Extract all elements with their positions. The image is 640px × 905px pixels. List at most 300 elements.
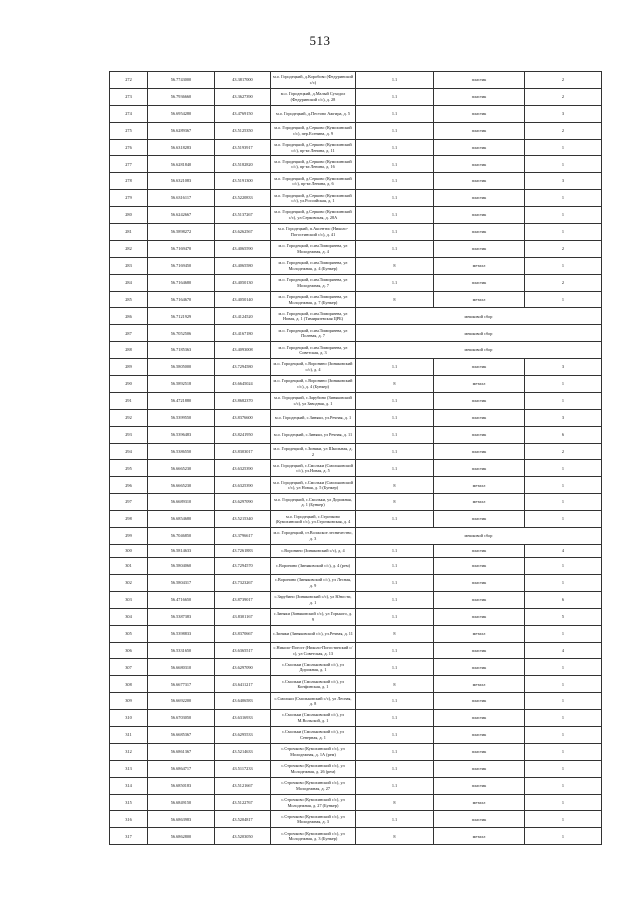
latitude-cell: 56.7052506 xyxy=(148,325,215,342)
row-number-cell: 306 xyxy=(110,642,148,659)
row-number-cell: 287 xyxy=(110,325,148,342)
container-quantity-cell: 1 xyxy=(525,257,602,274)
row-number-cell: 311 xyxy=(110,727,148,744)
collection-type-cell: мешковой сбор xyxy=(356,528,602,545)
latitude-cell: 56.6854680 xyxy=(148,511,215,528)
address-cell: м.о. Городецкий, д.Серково (Кумохинский с/с), пр-кт.Ленина, д. 6 xyxy=(271,173,356,190)
address-cell: м.о. Городецкий, с.Зиняки, ул.Речная, д. 1 xyxy=(271,409,356,426)
container-volume-cell: 8 xyxy=(356,828,434,845)
container-quantity-cell: 6 xyxy=(525,426,602,443)
container-quantity-cell: 6 xyxy=(525,591,602,608)
container-quantity-cell: 1 xyxy=(525,828,602,845)
container-volume-cell: 1.1 xyxy=(356,139,434,156)
longitude-cell: 43.6295533 xyxy=(215,727,271,744)
address-cell: м.о. Городецкий, п.им.Тимирязева, ул Молодежная, д. 7 xyxy=(271,274,356,291)
row-number-cell: 273 xyxy=(110,88,148,105)
longitude-cell: 43.3627390 xyxy=(215,88,271,105)
latitude-cell: 56.6289367 xyxy=(148,122,215,139)
latitude-cell: 56.6849150 xyxy=(148,794,215,811)
table-row xyxy=(110,376,602,393)
latitude-cell: 56.6861367 xyxy=(148,743,215,760)
address-cell: с.Зарубино (Зиняковский с/с), ул Юности, д. 1 xyxy=(271,591,356,608)
container-volume-cell: 1.1 xyxy=(356,693,434,710)
longitude-cell: 43.4167180 xyxy=(215,325,271,342)
latitude-cell: 56.7164670 xyxy=(148,291,215,308)
row-number-cell: 274 xyxy=(110,105,148,122)
row-number-cell: 299 xyxy=(110,528,148,545)
address-cell: с.Воронино (Зиняковский с/с), д. 4 (рем) xyxy=(271,558,356,575)
container-volume-cell: 1.1 xyxy=(356,105,434,122)
container-material-cell: металл xyxy=(434,794,525,811)
container-volume-cell: 1.1 xyxy=(356,811,434,828)
row-number-cell: 303 xyxy=(110,591,148,608)
container-volume-cell: 1.1 xyxy=(356,558,434,575)
container-material-cell: металл xyxy=(434,257,525,274)
container-quantity-cell: 1 xyxy=(525,392,602,409)
table-row xyxy=(110,207,602,224)
table-row xyxy=(110,190,602,207)
row-number-cell: 294 xyxy=(110,443,148,460)
table-row xyxy=(110,558,602,575)
address-cell: с.Николо-Погост (Николо-Погостинский с/с), ул Советская, д. 13 xyxy=(271,642,356,659)
container-material-cell: металл xyxy=(434,676,525,693)
table-row xyxy=(110,342,602,359)
table-row xyxy=(110,156,602,173)
container-quantity-cell: 1 xyxy=(525,494,602,511)
address-cell: м.о. Городецкий, д.Серково (Кумохинский с/с), ул.Российская, д. 1 xyxy=(271,190,356,207)
table-row xyxy=(110,308,602,325)
latitude-cell: 56.4716650 xyxy=(148,591,215,608)
table-row xyxy=(110,173,602,190)
container-quantity-cell: 1 xyxy=(525,659,602,676)
table-row xyxy=(110,743,602,760)
container-quantity-cell: 1 xyxy=(525,460,602,477)
table-row xyxy=(110,676,602,693)
latitude-cell: 56.6703050 xyxy=(148,710,215,727)
table-row xyxy=(110,240,602,257)
latitude-cell: 56.5814633 xyxy=(148,544,215,557)
container-volume-cell: 1.1 xyxy=(356,207,434,224)
latitude-cell: 56.7185363 xyxy=(148,342,215,359)
address-cell: м.о. Городецкий, п.им.Тимирязева, ул Советская, д. 3 xyxy=(271,342,356,359)
address-cell: м.о. Городецкий, п.им.Тимирязева, ул Молодежная, д. 7 (Бункер) xyxy=(271,291,356,308)
container-material-cell: пластик xyxy=(434,777,525,794)
container-material-cell: пластик xyxy=(434,173,525,190)
table-row xyxy=(110,659,602,676)
longitude-cell: 43.6297090 xyxy=(215,659,271,676)
table-row xyxy=(110,72,602,89)
container-material-cell: металл xyxy=(434,494,525,511)
container-material-cell: пластик xyxy=(434,443,525,460)
container-material-cell: металл xyxy=(434,828,525,845)
container-material-cell: пластик xyxy=(434,511,525,528)
address-cell: с.Смольки (Смольковский с/с), ул Дорожная, д. 1 xyxy=(271,659,356,676)
container-quantity-cell: 1 xyxy=(525,511,602,528)
longitude-cell: 43.6365517 xyxy=(215,642,271,659)
container-quantity-cell: 2 xyxy=(525,72,602,89)
container-quantity-cell: 2 xyxy=(525,443,602,460)
longitude-cell: 43.8376600 xyxy=(215,409,271,426)
container-volume-cell: 1.1 xyxy=(356,760,434,777)
longitude-cell: 43.8682370 xyxy=(215,392,271,409)
address-cell: м.о. Городецкий, п.им.Тимирязева, ул Полевая, д. 7 xyxy=(271,325,356,342)
address-cell: с.Зиняки (Зиняковский с/с), ул.Речная, д. 11 xyxy=(271,625,356,642)
container-volume-cell: 1.1 xyxy=(356,642,434,659)
longitude-cell: 43.5121667 xyxy=(215,777,271,794)
container-quantity-cell: 1 xyxy=(525,727,602,744)
address-cell: м.о. Городецкий, с.Зиняки, ул Речная, д. 11 xyxy=(271,426,356,443)
container-material-cell: металл xyxy=(434,376,525,393)
table-row xyxy=(110,511,602,528)
latitude-cell: 56.5804317 xyxy=(148,575,215,592)
latitude-cell: 56.6685367 xyxy=(148,727,215,744)
latitude-cell: 56.7046850 xyxy=(148,528,215,545)
longitude-cell: 43.6262567 xyxy=(215,224,271,241)
container-material-cell: металл xyxy=(434,291,525,308)
container-quantity-cell: 4 xyxy=(525,642,602,659)
address-cell: м.о. Городецкий, д.Серково (Кумохинский с/с), ул.Серковская, д. 28А xyxy=(271,207,356,224)
row-number-cell: 272 xyxy=(110,72,148,89)
container-volume-cell: 1.1 xyxy=(356,156,434,173)
latitude-cell: 56.6665230 xyxy=(148,477,215,494)
latitude-cell: 56.7164680 xyxy=(148,274,215,291)
container-volume-cell: 1.1 xyxy=(356,710,434,727)
container-material-cell: пластик xyxy=(434,760,525,777)
container-volume-cell: 1.1 xyxy=(356,240,434,257)
container-volume-cell: 1.1 xyxy=(356,544,434,557)
latitude-cell: 56.6318283 xyxy=(148,139,215,156)
container-quantity-cell: 1 xyxy=(525,207,602,224)
latitude-cell: 56.6864717 xyxy=(148,760,215,777)
container-material-cell: пластик xyxy=(434,710,525,727)
row-number-cell: 314 xyxy=(110,777,148,794)
longitude-cell: 43.6645024 xyxy=(215,376,271,393)
container-quantity-cell: 3 xyxy=(525,409,602,426)
table-row xyxy=(110,477,602,494)
address-cell: с.Строчково (Кумохинский с/с), ул Молодежная, д. 3 (Бункер) xyxy=(271,828,356,845)
row-number-cell: 288 xyxy=(110,342,148,359)
address-cell: м.о. Городецкий, д.Серково (Кумохинский с/с), пр-кт.Ленина, д. 11 xyxy=(271,139,356,156)
container-material-cell: пластик xyxy=(434,240,525,257)
container-quantity-cell: 1 xyxy=(525,811,602,828)
row-number-cell: 282 xyxy=(110,240,148,257)
address-cell: м.о. Городецкий, п.Аксентис (Николо-Погостинский с/с), д. 41 xyxy=(271,224,356,241)
row-number-cell: 293 xyxy=(110,426,148,443)
table-row xyxy=(110,274,602,291)
container-material-cell: пластик xyxy=(434,392,525,409)
latitude-cell: 56.7936660 xyxy=(148,88,215,105)
row-number-cell: 277 xyxy=(110,156,148,173)
longitude-cell: 43.4093008 xyxy=(215,342,271,359)
container-volume-cell: 1.1 xyxy=(356,409,434,426)
row-number-cell: 275 xyxy=(110,122,148,139)
address-cell: м.о. Городецкий, с.Смольки, ул Дорожная, д. 1 (Бункер) xyxy=(271,494,356,511)
longitude-cell: 43.5203050 xyxy=(215,828,271,845)
container-quantity-cell: 1 xyxy=(525,743,602,760)
container-material-cell: пластик xyxy=(434,207,525,224)
container-material-cell: пластик xyxy=(434,558,525,575)
table-row xyxy=(110,122,602,139)
table-row xyxy=(110,443,602,460)
container-material-cell: пластик xyxy=(434,575,525,592)
table-row xyxy=(110,426,602,443)
row-number-cell: 276 xyxy=(110,139,148,156)
row-number-cell: 307 xyxy=(110,659,148,676)
table-row xyxy=(110,105,602,122)
row-number-cell: 316 xyxy=(110,811,148,828)
row-number-cell: 280 xyxy=(110,207,148,224)
container-volume-cell: 1.1 xyxy=(356,777,434,794)
latitude-cell: 56.6680310 xyxy=(148,659,215,676)
container-quantity-cell: 1 xyxy=(525,794,602,811)
latitude-cell: 56.5398833 xyxy=(148,625,215,642)
container-volume-cell: 1.1 xyxy=(356,72,434,89)
container-material-cell: пластик xyxy=(434,460,525,477)
container-material-cell: металл xyxy=(434,625,525,642)
longitude-cell: 43.5215340 xyxy=(215,511,271,528)
address-cell: с.Зиняки (Зиняковский с/с), ул Горького, д. 9 xyxy=(271,608,356,625)
address-cell: м.о. Городецкий, с.Смольки (Смольковский с/с), ул Новая, д. 5 (Бункер) xyxy=(271,477,356,494)
latitude-cell: 56.5386550 xyxy=(148,443,215,460)
container-volume-cell: 1.1 xyxy=(356,359,434,376)
address-cell: м.о. Городецкий, с.Строчково (Кумохинский с/с), ул.Строчковская, д. 4 xyxy=(271,511,356,528)
longitude-cell: 43.3817000 xyxy=(215,72,271,89)
container-volume-cell: 8 xyxy=(356,477,434,494)
container-material-cell: пластик xyxy=(434,811,525,828)
address-cell: м.о. Городецкий, д.Серково (Кумохинский с/с), пр-кт.Ленина, д. 16 xyxy=(271,156,356,173)
longitude-cell: 43.6297090 xyxy=(215,494,271,511)
longitude-cell: 43.6411217 xyxy=(215,676,271,693)
row-number-cell: 285 xyxy=(110,291,148,308)
container-volume-cell: 8 xyxy=(356,494,434,511)
table-row xyxy=(110,828,602,845)
latitude-cell: 56.6242667 xyxy=(148,207,215,224)
address-cell: с.Воронино (Зиняковский с/с), д. 4 xyxy=(271,544,356,557)
row-number-cell: 283 xyxy=(110,257,148,274)
container-quantity-cell: 1 xyxy=(525,477,602,494)
row-number-cell: 289 xyxy=(110,359,148,376)
row-number-cell: 312 xyxy=(110,743,148,760)
container-material-cell: пластик xyxy=(434,156,525,173)
longitude-cell: 43.5122767 xyxy=(215,794,271,811)
container-volume-cell: 1.1 xyxy=(356,591,434,608)
container-quantity-cell: 3 xyxy=(525,105,602,122)
table-row xyxy=(110,727,602,744)
longitude-cell: 43.3796617 xyxy=(215,528,271,545)
row-number-cell: 300 xyxy=(110,544,148,557)
container-material-cell: пластик xyxy=(434,105,525,122)
address-cell: м.о. Городецкий, д.Пестово Ажгира, д. 5 xyxy=(271,105,356,122)
row-number-cell: 301 xyxy=(110,558,148,575)
longitude-cell: 43.6325390 xyxy=(215,477,271,494)
container-material-cell: пластик xyxy=(434,359,525,376)
longitude-cell: 43.8241950 xyxy=(215,426,271,443)
address-cell: м.о. Городецкий, с.Воронино (Зиняковский с/с), д. 4 (Бункер) xyxy=(271,376,356,393)
collection-type-cell: мешковой сбор xyxy=(356,342,602,359)
longitude-cell: 43.8739017 xyxy=(215,591,271,608)
address-cell: м.о. Городецкий, ст.Волжское лесничество, д. 3 xyxy=(271,528,356,545)
longitude-cell: 43.5191300 xyxy=(215,173,271,190)
table-row xyxy=(110,139,602,156)
latitude-cell: 56.6677317 xyxy=(148,676,215,693)
address-cell: м.о. Городецкий, с.Зиняки, ул Школьная, д. 2 xyxy=(271,443,356,460)
latitude-cell: 56.6321083 xyxy=(148,173,215,190)
longitude-cell: 43.5204817 xyxy=(215,811,271,828)
latitude-cell: 56.5399550 xyxy=(148,409,215,426)
row-number-cell: 305 xyxy=(110,625,148,642)
table-row xyxy=(110,257,602,274)
table-row xyxy=(110,494,602,511)
container-quantity-cell: 3 xyxy=(525,173,602,190)
longitude-cell: 43.5117233 xyxy=(215,760,271,777)
address-cell: м.о. Городецкий, с.Воронино (Зиняковский с/с), д. 4 xyxy=(271,359,356,376)
table-row xyxy=(110,392,602,409)
container-quantity-cell: 1 xyxy=(525,777,602,794)
container-material-cell: пластик xyxy=(434,224,525,241)
row-number-cell: 304 xyxy=(110,608,148,625)
latitude-cell: 56.6665230 xyxy=(148,460,215,477)
longitude-cell: 43.5193917 xyxy=(215,139,271,156)
latitude-cell: 56.7121929 xyxy=(148,308,215,325)
address-cell: с.Строчково (Кумохинский с/с), ул Молодежная, д. 27 xyxy=(271,777,356,794)
row-number-cell: 315 xyxy=(110,794,148,811)
table-row xyxy=(110,460,602,477)
address-cell: с.Смольки (Смольковский с/с), ул М.Вольской, д. 1 xyxy=(271,710,356,727)
container-volume-cell: 1.1 xyxy=(356,274,434,291)
collection-type-cell: мешковой сбор xyxy=(356,308,602,325)
container-volume-cell: 8 xyxy=(356,676,434,693)
row-number-cell: 279 xyxy=(110,190,148,207)
row-number-cell: 296 xyxy=(110,477,148,494)
container-volume-cell: 8 xyxy=(356,291,434,308)
row-number-cell: 309 xyxy=(110,693,148,710)
latitude-cell: 56.6316117 xyxy=(148,190,215,207)
container-volume-cell: 1.1 xyxy=(356,743,434,760)
longitude-cell: 43.6406583 xyxy=(215,693,271,710)
longitude-cell: 43.4065590 xyxy=(215,240,271,257)
container-quantity-cell: 1 xyxy=(525,625,602,642)
container-volume-cell: 1.1 xyxy=(356,392,434,409)
address-cell: с.Строчково (Кумохинский с/с), ул Молодежная, д. 1А (рем) xyxy=(271,743,356,760)
row-number-cell: 284 xyxy=(110,274,148,291)
container-sites-table xyxy=(109,71,602,845)
container-quantity-cell: 1 xyxy=(525,676,602,693)
container-quantity-cell: 1 xyxy=(525,156,602,173)
table-row xyxy=(110,642,602,659)
table-body xyxy=(110,72,602,845)
address-cell: с.Смольки (Смольковский с/с), ул Конфинская, д. 1 xyxy=(271,676,356,693)
latitude-cell: 56.5898272 xyxy=(148,224,215,241)
container-material-cell: пластик xyxy=(434,659,525,676)
container-material-cell: пластик xyxy=(434,139,525,156)
latitude-cell: 56.7169450 xyxy=(148,257,215,274)
address-cell: с.Смольки (Смольковский с/с), ул Северная, д. 1 xyxy=(271,727,356,744)
longitude-cell: 43.5214633 xyxy=(215,743,271,760)
container-material-cell: пластик xyxy=(434,727,525,744)
container-volume-cell: 1.1 xyxy=(356,190,434,207)
container-volume-cell: 8 xyxy=(356,625,434,642)
address-cell: м.о. Городецкий, д.Малый Суходол (Федуринский с/с), д. 28 xyxy=(271,88,356,105)
table-row xyxy=(110,325,602,342)
row-number-cell: 278 xyxy=(110,173,148,190)
container-quantity-cell: 1 xyxy=(525,575,602,592)
latitude-cell: 56.7743000 xyxy=(148,72,215,89)
address-cell: с.Смольки (Смольковский с/с), ул Лесная, д. 8 xyxy=(271,693,356,710)
container-material-cell: пластик xyxy=(434,122,525,139)
table-row xyxy=(110,359,602,376)
latitude-cell: 56.5396483 xyxy=(148,426,215,443)
longitude-cell: 43.5137267 xyxy=(215,207,271,224)
longitude-cell: 43.7323267 xyxy=(215,575,271,592)
container-volume-cell: 1.1 xyxy=(356,575,434,592)
container-volume-cell: 1.1 xyxy=(356,224,434,241)
longitude-cell: 43.5220833 xyxy=(215,190,271,207)
container-quantity-cell: 1 xyxy=(525,190,602,207)
latitude-cell: 56.6863983 xyxy=(148,811,215,828)
container-material-cell: пластик xyxy=(434,693,525,710)
container-material-cell: пластик xyxy=(434,190,525,207)
container-volume-cell: 1.1 xyxy=(356,460,434,477)
container-material-cell: пластик xyxy=(434,88,525,105)
container-quantity-cell: 1 xyxy=(525,376,602,393)
address-cell: м.о. Городецкий, п.им.Тимирязева, ул Молодежная, д. 4 (Бункер) xyxy=(271,257,356,274)
address-cell: с.Строчково (Кумохинский с/с), ул Молодежная, д. 26 (рем) xyxy=(271,760,356,777)
table-row xyxy=(110,528,602,545)
container-quantity-cell: 4 xyxy=(525,544,602,557)
address-cell: с.Воронино (Зиняковский с/с), ул Лесная, д. 9 xyxy=(271,575,356,592)
row-number-cell: 308 xyxy=(110,676,148,693)
row-number-cell: 302 xyxy=(110,575,148,592)
table-row xyxy=(110,608,602,625)
container-material-cell: пластик xyxy=(434,743,525,760)
latitude-cell: 56.6281840 xyxy=(148,156,215,173)
latitude-cell: 56.4721880 xyxy=(148,392,215,409)
table-row xyxy=(110,625,602,642)
table-row xyxy=(110,409,602,426)
latitude-cell: 56.6954280 xyxy=(148,105,215,122)
latitude-cell: 56.5805000 xyxy=(148,359,215,376)
latitude-cell: 56.6862800 xyxy=(148,828,215,845)
latitude-cell: 56.6692200 xyxy=(148,693,215,710)
row-number-cell: 286 xyxy=(110,308,148,325)
container-material-cell: металл xyxy=(434,477,525,494)
container-volume-cell: 1.1 xyxy=(356,88,434,105)
container-quantity-cell: 1 xyxy=(525,139,602,156)
container-volume-cell: 1.1 xyxy=(356,659,434,676)
container-material-cell: пластик xyxy=(434,409,525,426)
table-row xyxy=(110,794,602,811)
row-number-cell: 290 xyxy=(110,376,148,393)
container-quantity-cell: 1 xyxy=(525,558,602,575)
container-quantity-cell: 1 xyxy=(525,760,602,777)
latitude-cell: 56.5387383 xyxy=(148,608,215,625)
container-volume-cell: 1.1 xyxy=(356,443,434,460)
container-volume-cell: 1.1 xyxy=(356,426,434,443)
container-quantity-cell: 2 xyxy=(525,88,602,105)
address-cell: м.о. Городецкий, п.им.Тимирязева, ул Молодежная, д. 4 xyxy=(271,240,356,257)
longitude-cell: 43.7294570 xyxy=(215,558,271,575)
row-number-cell: 298 xyxy=(110,511,148,528)
longitude-cell: 43.4050130 xyxy=(215,274,271,291)
latitude-cell: 56.5892518 xyxy=(148,376,215,393)
row-number-cell: 291 xyxy=(110,392,148,409)
container-quantity-cell: 2 xyxy=(525,122,602,139)
container-material-cell: пластик xyxy=(434,591,525,608)
row-number-cell: 313 xyxy=(110,760,148,777)
latitude-cell: 56.6850183 xyxy=(148,777,215,794)
row-number-cell: 310 xyxy=(110,710,148,727)
table-row xyxy=(110,811,602,828)
